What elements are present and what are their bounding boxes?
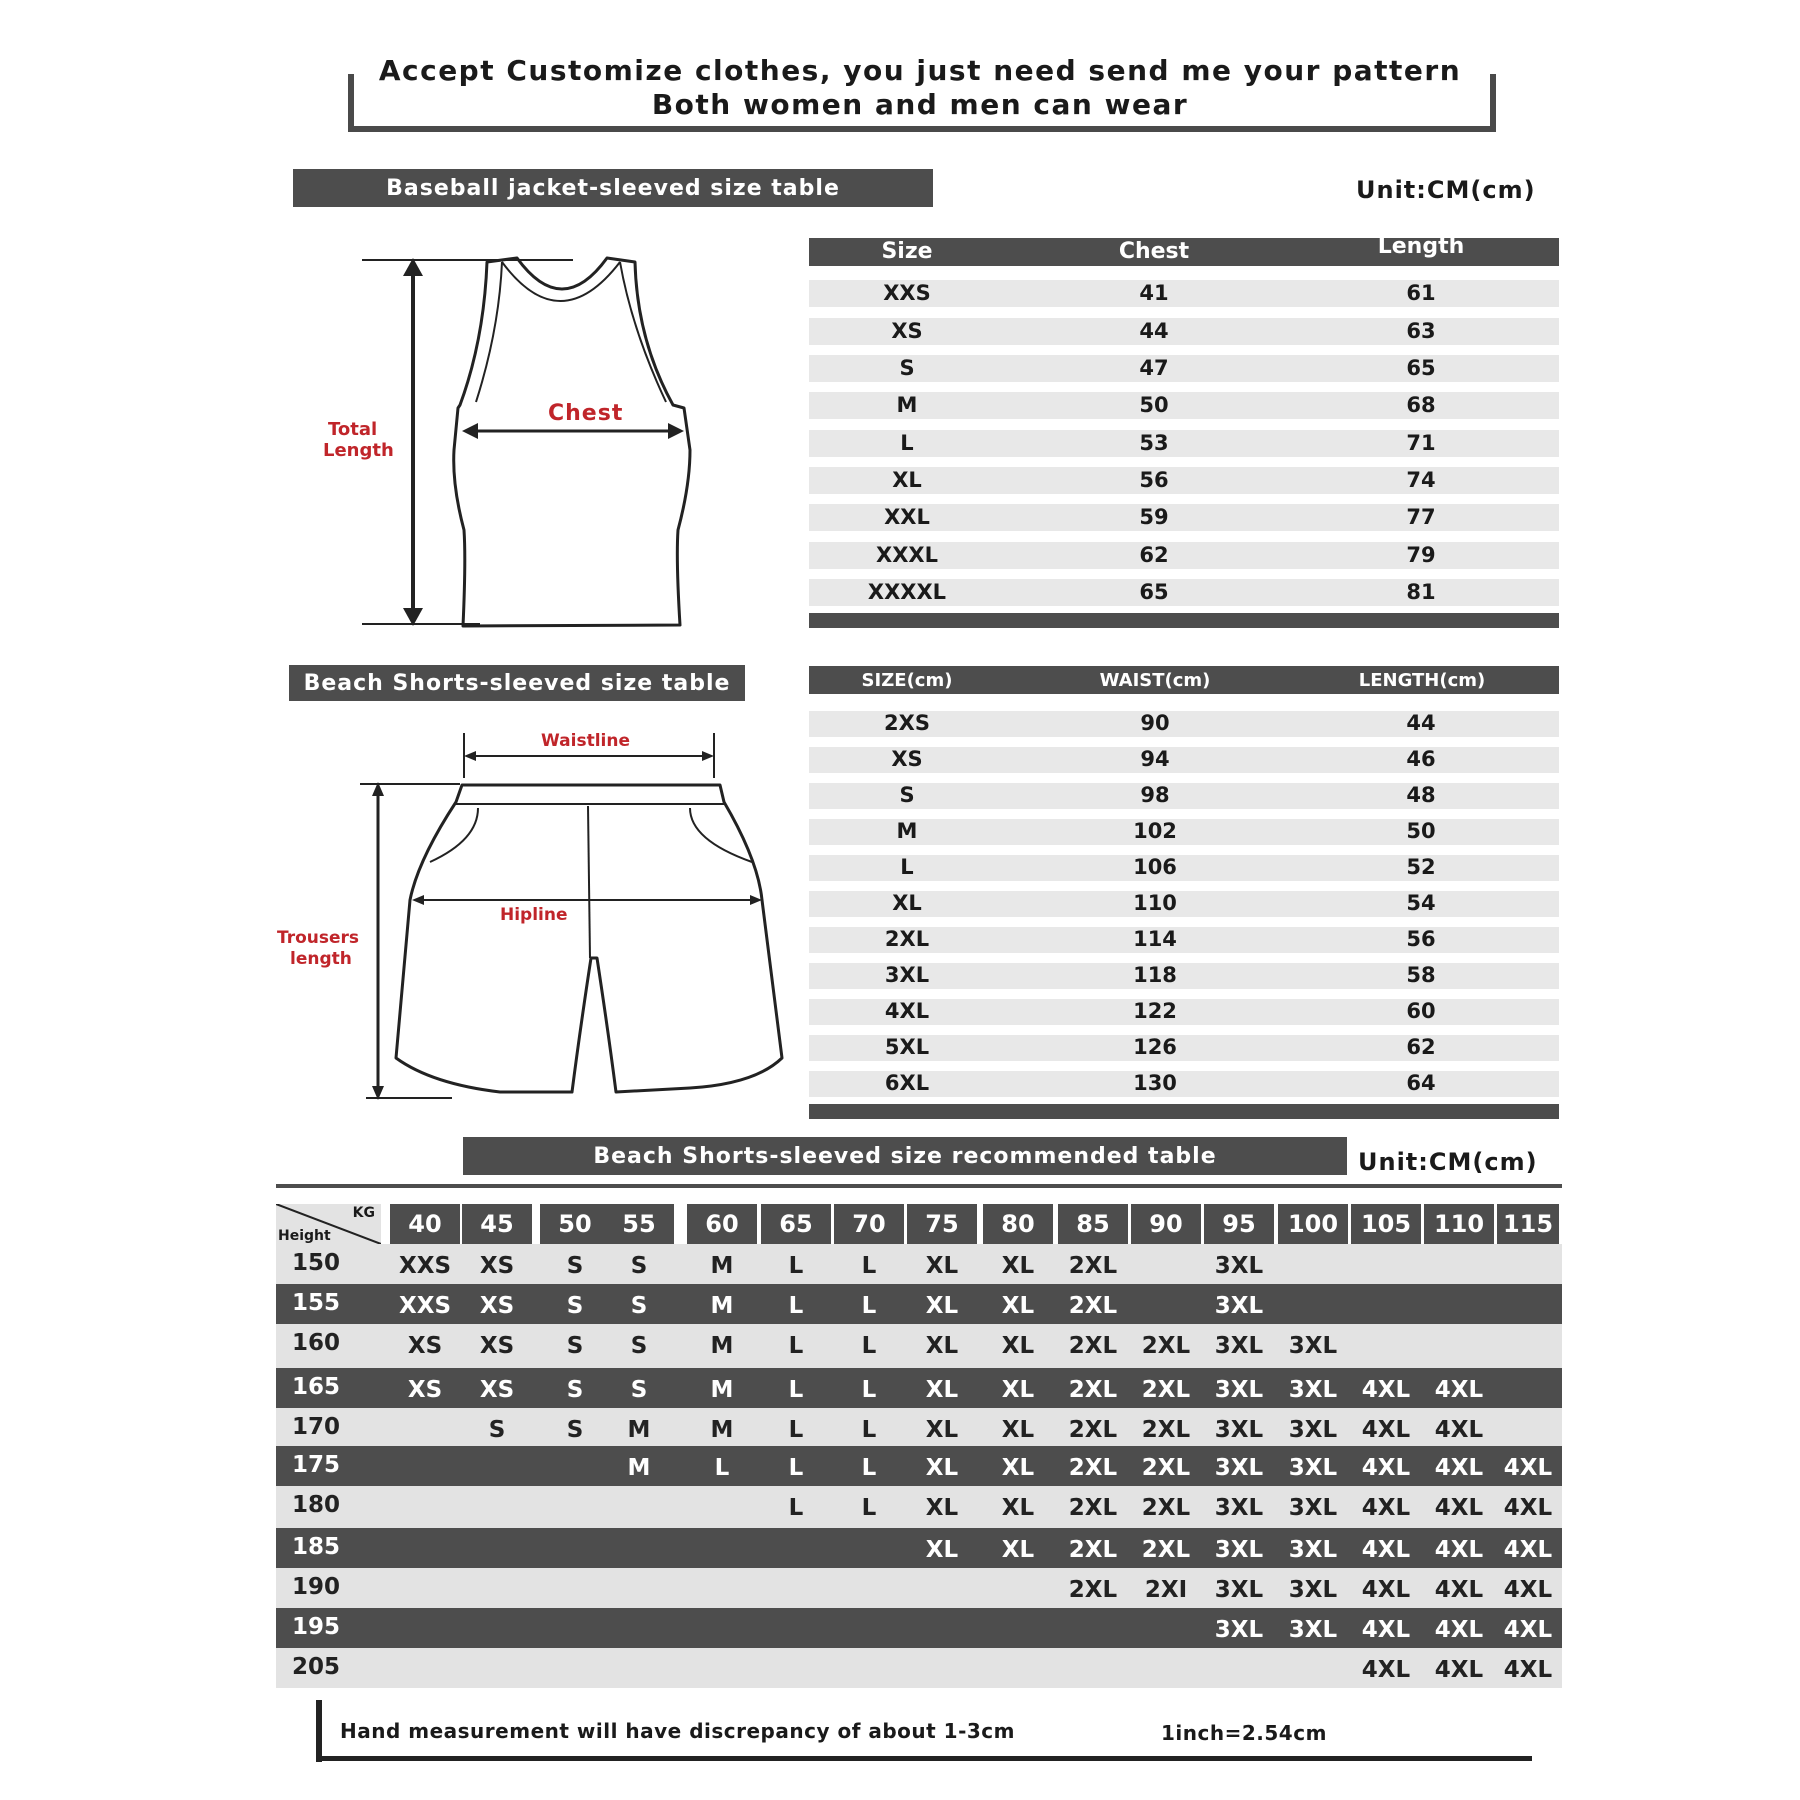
shorts-cell-length: 48 — [1406, 783, 1436, 807]
recommended-size-cell: XL — [925, 1537, 959, 1563]
jacket-table-footer — [809, 613, 1559, 628]
recommended-size-cell: 3XL — [1214, 1293, 1264, 1319]
recommended-top-rule — [276, 1184, 1562, 1188]
weight-header-cell: 45 — [462, 1204, 532, 1244]
recommended-size-cell: 4XL — [1434, 1417, 1484, 1443]
recommended-size-cell: 4XL — [1503, 1495, 1553, 1521]
recommended-size-cell: 2XL — [1068, 1253, 1118, 1279]
recommended-size-cell: 3XL — [1214, 1455, 1264, 1481]
height-value: 160 — [292, 1330, 341, 1356]
recommended-size-cell: XS — [407, 1333, 443, 1359]
jacket-size-row — [809, 542, 1559, 569]
recommended-size-cell: XS — [479, 1377, 515, 1403]
weight-header-cell: 105 — [1351, 1204, 1421, 1244]
recommended-size-cell: L — [861, 1455, 877, 1481]
recommended-size-cell: XL — [1001, 1417, 1035, 1443]
jacket-col-size: Size — [881, 239, 933, 264]
recommended-size-cell: 3XL — [1214, 1417, 1264, 1443]
jacket-cell-size: XXL — [884, 504, 930, 529]
waistline-label: Waistline — [541, 731, 630, 751]
jacket-size-row — [809, 318, 1559, 345]
recommended-size-cell: 3XL — [1288, 1417, 1338, 1443]
recommended-size-cell: 4XL — [1503, 1617, 1553, 1643]
shorts-col-waist: WAIST(cm) — [1099, 670, 1211, 691]
recommended-size-cell: 3XL — [1214, 1377, 1264, 1403]
jacket-unit: Unit:CM(cm) — [1356, 176, 1536, 204]
height-value: 175 — [292, 1452, 341, 1478]
recommended-size-cell: S — [566, 1293, 584, 1319]
shorts-cell-length: 44 — [1406, 711, 1436, 735]
recommended-size-cell: 4XL — [1361, 1417, 1411, 1443]
trousers-length-label-1: Trousers — [277, 928, 360, 948]
shorts-cell-size: 2XL — [884, 927, 930, 951]
height-value: 190 — [292, 1574, 341, 1600]
weight-header-cell: 70 — [834, 1204, 904, 1244]
weight-header-cell: 50 — [540, 1204, 610, 1244]
recommended-size-cell: S — [566, 1253, 584, 1279]
recommended-size-cell: 4XL — [1434, 1377, 1484, 1403]
shorts-cell-length: 58 — [1406, 963, 1436, 987]
jacket-cell-length: 74 — [1406, 467, 1436, 492]
recommended-size-cell: XXS — [398, 1253, 452, 1279]
recommended-row — [276, 1608, 1562, 1648]
hipline-label: Hipline — [500, 905, 568, 925]
recommended-row — [276, 1648, 1562, 1688]
recommended-row — [276, 1528, 1562, 1568]
corner-kg-label: KG — [352, 1205, 375, 1221]
shorts-cell-size: 5XL — [884, 1035, 930, 1059]
recommended-size-cell: 3XL — [1288, 1617, 1338, 1643]
recommended-size-cell: 2XL — [1068, 1377, 1118, 1403]
jacket-cell-length: 65 — [1406, 355, 1436, 380]
recommended-size-cell: L — [861, 1293, 877, 1319]
jacket-cell-size: XXXL — [876, 542, 938, 567]
recommended-size-cell: XS — [407, 1377, 443, 1403]
recommended-size-cell: 4XL — [1361, 1377, 1411, 1403]
recommended-size-cell: S — [566, 1333, 584, 1359]
shorts-size-row — [809, 891, 1559, 917]
recommended-size-cell: 3XL — [1214, 1495, 1264, 1521]
jacket-table-header — [809, 234, 1559, 266]
jacket-col-chest: Chest — [1118, 239, 1190, 264]
shorts-cell-size: XS — [891, 747, 923, 771]
footer-left-rule — [316, 1700, 322, 1762]
shorts-cell-length: 62 — [1406, 1035, 1436, 1059]
shorts-cell-size: L — [900, 855, 914, 879]
jacket-cell-chest: 59 — [1139, 504, 1169, 529]
height-value: 150 — [292, 1250, 341, 1276]
recommended-size-cell: XL — [1001, 1333, 1035, 1359]
recommended-size-cell: XL — [925, 1455, 959, 1481]
recommended-row — [276, 1284, 1562, 1324]
jacket-cell-size: XXS — [883, 280, 931, 305]
recommended-size-cell: S — [488, 1417, 506, 1443]
recommended-size-cell: 2XI — [1144, 1577, 1188, 1603]
jacket-title-bar: Baseball jacket-sleeved size table — [293, 169, 933, 207]
jacket-cell-length: 71 — [1406, 430, 1436, 455]
recommended-size-cell: 4XL — [1361, 1577, 1411, 1603]
jacket-size-row — [809, 504, 1559, 531]
weight-header-cell: 95 — [1204, 1204, 1274, 1244]
jacket-cell-size: XXXXL — [867, 579, 947, 604]
recommended-size-cell: 3XL — [1214, 1537, 1264, 1563]
footer-bottom-rule — [316, 1756, 1532, 1761]
shorts-cell-size: S — [899, 783, 915, 807]
recommended-size-cell: XS — [479, 1333, 515, 1359]
shorts-size-row — [809, 927, 1559, 953]
height-value: 195 — [292, 1614, 341, 1640]
recommended-size-cell: 2XL — [1141, 1495, 1191, 1521]
shorts-col-length: LENGTH(cm) — [1358, 670, 1486, 691]
shorts-cell-waist: 126 — [1133, 1035, 1177, 1059]
recommended-size-cell: 3XL — [1288, 1333, 1338, 1359]
jacket-cell-chest: 53 — [1139, 430, 1169, 455]
header-line-1: Accept Customize clothes, you just need send me your pattern — [378, 54, 1462, 87]
recommended-size-cell: 2XL — [1141, 1377, 1191, 1403]
jacket-size-row — [809, 430, 1559, 457]
recommended-size-cell: M — [710, 1253, 734, 1279]
recommended-size-cell: L — [861, 1333, 877, 1359]
recommended-size-cell: 2XL — [1141, 1417, 1191, 1443]
recommended-size-cell: 2XL — [1068, 1333, 1118, 1359]
recommended-title-bar: Beach Shorts-sleeved size recommended table — [463, 1137, 1347, 1175]
jacket-cell-length: 61 — [1406, 280, 1436, 305]
shorts-cell-size: 6XL — [884, 1071, 930, 1095]
jacket-cell-chest: 41 — [1139, 280, 1169, 305]
recommended-size-cell: S — [566, 1377, 584, 1403]
shorts-size-row — [809, 963, 1559, 989]
recommended-size-cell: 3XL — [1288, 1537, 1338, 1563]
recommended-size-cell: XL — [925, 1417, 959, 1443]
recommended-size-cell: 3XL — [1214, 1253, 1264, 1279]
shorts-cell-waist: 106 — [1133, 855, 1177, 879]
recommended-row — [276, 1486, 1562, 1528]
recommended-size-cell: 2XL — [1068, 1293, 1118, 1319]
jacket-cell-length: 81 — [1406, 579, 1436, 604]
recommended-size-cell: 4XL — [1361, 1617, 1411, 1643]
recommended-size-cell: 2XL — [1068, 1417, 1118, 1443]
recommended-size-cell: S — [630, 1377, 648, 1403]
shorts-cell-length: 54 — [1406, 891, 1436, 915]
weight-header-cell: 85 — [1058, 1204, 1128, 1244]
shorts-size-row — [809, 855, 1559, 881]
recommended-size-cell: S — [566, 1417, 584, 1443]
recommended-size-cell: XL — [1001, 1377, 1035, 1403]
height-value: 180 — [292, 1492, 341, 1518]
shorts-cell-size: 2XS — [884, 711, 930, 735]
recommended-size-cell: S — [630, 1293, 648, 1319]
shorts-cell-waist: 98 — [1140, 783, 1170, 807]
height-value: 185 — [292, 1534, 341, 1560]
recommended-size-cell: XL — [1001, 1293, 1035, 1319]
shorts-size-row — [809, 711, 1559, 737]
recommended-size-cell: 4XL — [1503, 1577, 1553, 1603]
recommended-row — [276, 1368, 1562, 1408]
shorts-cell-size: M — [896, 819, 918, 843]
recommended-size-cell: 3XL — [1288, 1577, 1338, 1603]
recommended-size-cell: 4XL — [1434, 1657, 1484, 1683]
shorts-cell-length: 50 — [1406, 819, 1436, 843]
recommended-unit: Unit:CM(cm) — [1358, 1148, 1538, 1176]
height-value: 165 — [292, 1374, 341, 1400]
recommended-size-cell: M — [710, 1333, 734, 1359]
shorts-cell-waist: 102 — [1133, 819, 1177, 843]
shorts-diagram — [360, 730, 800, 1110]
jacket-cell-chest: 56 — [1139, 467, 1169, 492]
recommended-size-cell: XL — [925, 1253, 959, 1279]
chest-label: Chest — [548, 401, 624, 426]
shorts-cell-waist: 94 — [1140, 747, 1170, 771]
shorts-col-size: SIZE(cm) — [861, 670, 953, 691]
shorts-size-row — [809, 819, 1559, 845]
jacket-cell-chest: 65 — [1139, 579, 1169, 604]
recommended-size-cell: 4XL — [1434, 1455, 1484, 1481]
recommended-size-cell: 4XL — [1503, 1455, 1553, 1481]
recommended-size-cell: 2XL — [1141, 1537, 1191, 1563]
recommended-size-cell: L — [861, 1253, 877, 1279]
total-length-label-1: Total — [328, 419, 378, 440]
recommended-size-cell: XL — [1001, 1455, 1035, 1481]
recommended-size-cell: L — [788, 1377, 804, 1403]
recommended-size-cell: L — [861, 1495, 877, 1521]
recommended-size-cell: 4XL — [1361, 1455, 1411, 1481]
jacket-cell-size: M — [896, 392, 918, 417]
recommended-size-cell: 2XL — [1068, 1577, 1118, 1603]
recommended-size-cell: L — [861, 1417, 877, 1443]
trousers-length-label-2: length — [290, 949, 352, 969]
weight-header-cell: 90 — [1131, 1204, 1201, 1244]
weight-header-cell: 80 — [983, 1204, 1053, 1244]
jacket-cell-size: S — [899, 355, 915, 380]
shorts-size-row — [809, 1071, 1559, 1097]
corner-height-label: Height — [278, 1228, 331, 1244]
recommended-size-cell: 2XL — [1068, 1495, 1118, 1521]
jacket-cell-size: XL — [892, 467, 922, 492]
recommended-size-cell: L — [788, 1417, 804, 1443]
recommended-size-cell: M — [710, 1293, 734, 1319]
weight-header-cell: 100 — [1278, 1204, 1348, 1244]
shorts-size-row — [809, 747, 1559, 773]
header-line-2: Both women and men can wear — [651, 88, 1189, 121]
recommended-size-cell: 2XL — [1141, 1333, 1191, 1359]
corner-header-cell — [276, 1204, 381, 1244]
recommended-size-cell: XL — [925, 1377, 959, 1403]
jacket-size-row — [809, 280, 1559, 307]
shorts-cell-waist: 114 — [1133, 927, 1177, 951]
shorts-cell-waist: 122 — [1133, 999, 1177, 1023]
recommended-size-cell: 4XL — [1503, 1537, 1553, 1563]
recommended-size-cell: 4XL — [1434, 1577, 1484, 1603]
recommended-size-cell: 4XL — [1361, 1657, 1411, 1683]
jacket-cell-length: 68 — [1406, 392, 1436, 417]
recommended-row — [276, 1446, 1562, 1486]
recommended-size-cell: XL — [925, 1495, 959, 1521]
weight-header-cell: 75 — [907, 1204, 977, 1244]
recommended-size-cell: L — [714, 1455, 730, 1481]
shorts-cell-size: 4XL — [884, 999, 930, 1023]
weight-header-cell: 110 — [1424, 1204, 1494, 1244]
shorts-cell-length: 56 — [1406, 927, 1436, 951]
recommended-size-cell: M — [627, 1417, 651, 1443]
weight-header-cell: 60 — [687, 1204, 757, 1244]
jacket-cell-length: 77 — [1406, 504, 1436, 529]
shorts-table-header — [809, 666, 1559, 694]
jacket-cell-chest: 50 — [1139, 392, 1169, 417]
footer-note: Hand measurement will have discrepancy of about 1-3cm — [340, 1719, 1016, 1743]
recommended-size-cell: 4XL — [1361, 1495, 1411, 1521]
recommended-size-cell: XL — [1001, 1537, 1035, 1563]
jacket-cell-chest: 44 — [1139, 318, 1169, 343]
shorts-cell-length: 64 — [1406, 1071, 1436, 1095]
shorts-cell-waist: 90 — [1140, 711, 1170, 735]
jacket-size-row — [809, 392, 1559, 419]
recommended-size-cell: 3XL — [1288, 1455, 1338, 1481]
recommended-size-cell: L — [788, 1293, 804, 1319]
jacket-cell-length: 63 — [1406, 318, 1436, 343]
recommended-row — [276, 1244, 1562, 1284]
recommended-size-cell: XS — [479, 1253, 515, 1279]
weight-header-cell: 40 — [390, 1204, 460, 1244]
shorts-cell-length: 46 — [1406, 747, 1436, 771]
shorts-cell-waist: 110 — [1133, 891, 1177, 915]
recommended-size-cell: S — [630, 1333, 648, 1359]
recommended-row — [276, 1324, 1562, 1368]
shorts-cell-length: 52 — [1406, 855, 1436, 879]
recommended-size-cell: M — [710, 1417, 734, 1443]
recommended-size-cell: L — [788, 1333, 804, 1359]
shorts-table-footer — [809, 1104, 1559, 1119]
recommended-size-cell: 4XL — [1361, 1537, 1411, 1563]
jacket-size-row — [809, 467, 1559, 494]
recommended-size-cell: 3XL — [1288, 1377, 1338, 1403]
recommended-size-cell: 3XL — [1214, 1577, 1264, 1603]
shorts-cell-size: 3XL — [884, 963, 930, 987]
recommended-size-cell: XS — [479, 1293, 515, 1319]
recommended-size-cell: 4XL — [1434, 1537, 1484, 1563]
recommended-size-cell: L — [788, 1455, 804, 1481]
weight-header-cell: 55 — [604, 1204, 674, 1244]
recommended-size-cell: M — [627, 1455, 651, 1481]
recommended-row — [276, 1568, 1562, 1608]
shorts-size-row — [809, 783, 1559, 809]
footer-conversion: 1inch=2.54cm — [1161, 1721, 1327, 1745]
recommended-size-cell: 2XL — [1068, 1455, 1118, 1481]
weight-header-cell: 115 — [1497, 1204, 1559, 1244]
jacket-size-row — [809, 579, 1559, 606]
shorts-size-row — [809, 999, 1559, 1025]
recommended-size-cell: 4XL — [1434, 1617, 1484, 1643]
recommended-size-cell: 3XL — [1288, 1495, 1338, 1521]
height-value: 170 — [292, 1414, 341, 1440]
jacket-cell-length: 79 — [1406, 542, 1436, 567]
recommended-size-cell: 2XL — [1068, 1537, 1118, 1563]
recommended-size-cell: 3XL — [1214, 1333, 1264, 1359]
total-length-label-2: Length — [323, 440, 394, 461]
recommended-size-cell: M — [710, 1377, 734, 1403]
shorts-size-row — [809, 1035, 1559, 1061]
shorts-title-bar: Beach Shorts-sleeved size table — [289, 665, 745, 701]
jacket-col-length: Length — [1377, 234, 1465, 259]
shorts-cell-length: 60 — [1406, 999, 1436, 1023]
recommended-size-cell: 4XL — [1434, 1495, 1484, 1521]
recommended-size-cell: 2XL — [1141, 1455, 1191, 1481]
weight-header-cell: 65 — [761, 1204, 831, 1244]
height-value: 155 — [292, 1290, 341, 1316]
recommended-size-cell: XL — [1001, 1495, 1035, 1521]
height-value: 205 — [292, 1654, 341, 1680]
recommended-size-cell: L — [788, 1495, 804, 1521]
shorts-cell-size: XL — [892, 891, 922, 915]
jacket-cell-chest: 62 — [1139, 542, 1169, 567]
recommended-size-cell: S — [630, 1253, 648, 1279]
recommended-row — [276, 1408, 1562, 1446]
shorts-cell-waist: 118 — [1133, 963, 1177, 987]
jacket-cell-size: XS — [891, 318, 923, 343]
recommended-size-cell: XXS — [398, 1293, 452, 1319]
jacket-cell-chest: 47 — [1139, 355, 1169, 380]
recommended-size-cell: XL — [1001, 1253, 1035, 1279]
recommended-size-cell: 4XL — [1503, 1657, 1553, 1683]
shorts-cell-waist: 130 — [1133, 1071, 1177, 1095]
jacket-cell-size: L — [900, 430, 914, 455]
jacket-size-row — [809, 355, 1559, 382]
recommended-size-cell: XL — [925, 1293, 959, 1319]
recommended-size-cell: 3XL — [1214, 1617, 1264, 1643]
recommended-size-cell: XL — [925, 1333, 959, 1359]
recommended-size-cell: L — [788, 1253, 804, 1279]
recommended-size-cell: L — [861, 1377, 877, 1403]
